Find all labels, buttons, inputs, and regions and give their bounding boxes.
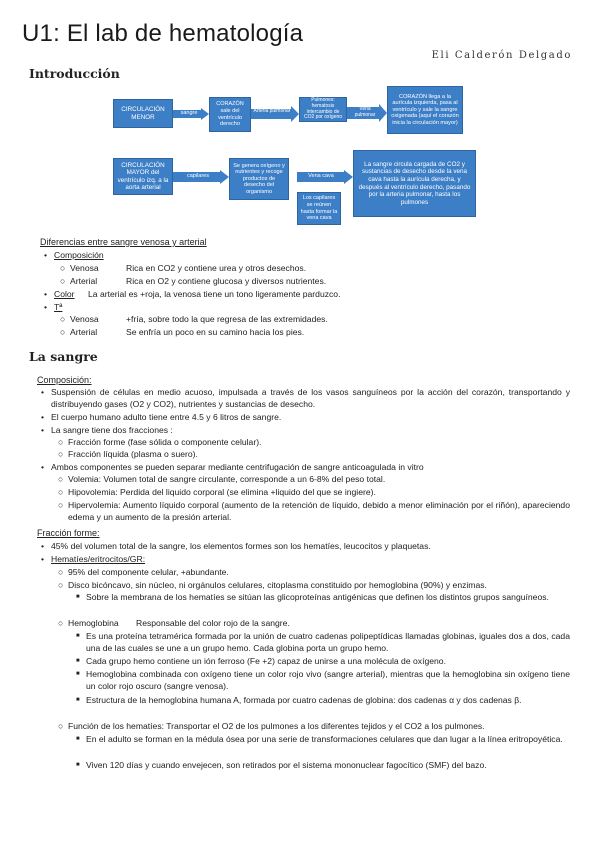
hemoglobina-label: Hemoglobina [68,618,119,628]
fraccion-forme-heading: Fracción forme: [37,528,100,538]
flow2-label-vena-cava: Vena cava [308,173,334,179]
arterial-temp-label: Arterial [70,327,98,337]
flow1-box-pulmones: Pulmones: hematosis intercambio de CO2 por oxígeno [299,97,347,122]
flow1-label-vena-pulmonar: Vena pulmonar [354,106,376,118]
flow2-box-capilares-reunen: Los capilares se reúnen hasta formar la vena cava [297,192,341,225]
list-item: Cada grupo hemo contiene un ión ferroso (Fe +2) capaz de unirse a una molécula de oxígeno. [86,656,446,666]
paragraph-hemoglobina-oxigeno: Hemoglobina combinada con oxígeno tiene un color rojo vivo (sangre arterial), mientras que la hemoglobina sin oxígeno tiene un color rojo oscuro (sangre venosa). [86,669,570,691]
composicion-heading: Composición: [37,375,92,385]
list-item: Viven 120 días y cuando envejecen, son retirados por el sistema mononuclear fagocítico (SMF) del bazo. [86,760,487,770]
flow2-box-oxigeno-nutrientes: Se genera oxígeno y nutrientes y recoge productos de desecho del organismo [229,158,289,200]
paragraph-hipervolemia: Hipervolemia: Aumento líquido corporal (aumento de la retención de líquido, debido a menor eliminación por el riñón), apareciendo edema y un aumento de la presión arterial. [68,500,570,522]
list-item: ○ Disco bicóncavo, sin núcleo, ni orgánulos celulares, citoplasma constituido por hemoglobina (90%) y enzimas. [58,580,487,590]
venosa-temperatura: +fría, sobre todo la que regresa de las extremidades. [126,314,328,324]
color-label: Color [54,289,75,299]
paragraph-proteina-tetramerica: Es una proteína tetramérica formada por la unión de cuatro cadenas polipeptídicas llamadas globinas, iguales dos a dos, cada una de las cuales se une a un grupo hemo. Cada globina porta un grupo hemo. [86,631,570,653]
list-item: ○ Venosa +fría, sobre todo la que regresa de las extremidades. [60,314,328,324]
arterial-label: Arterial [70,276,98,286]
venosa-temp-label: Venosa [70,314,99,324]
list-item: • El cuerpo humano adulto tiene entre 4.5 y 6 litros de sangre. [41,412,282,422]
list-item: ○ Arterial Se enfría un poco en su camino hacia los pies. [60,327,305,337]
list-item: ○ Fracción forme (fase sólida o componente celular). [58,437,262,447]
flow2-label-capilares: capilares [186,173,209,179]
list-item: ○ Hipovolemia: Perdida del liquido corporal (se elimina +liquido del que se ingiere). [58,487,376,497]
venosa-label: Venosa [70,263,99,273]
flow1-label-arteria: Arteria pulmonar [253,108,291,114]
paragraph-suspension: Suspensión de células en medio acuoso, impulsada a través de los vasos sanguíneos por la acción del corazón, transportando y distribuyendo gases (O2 y CO2), nutrientes y sustancias de desecho. [51,387,570,409]
paragraph-glicoproteinas: Sobre la membrana de los hematíes se sitúan las glicoproteínas antigénicas que definen los distintos grupos sanguíneos. [86,592,549,602]
flow2-box-sangre-circula: La sangre circula cargada de CO2 y sustancias de desecho desde la vena cava hasta la aurícula derecha, y después al ventrículo derecho, pasando por la arteria pulmonar, hasta los pulmones [353,150,476,217]
flow1-box-corazon-sale: CORAZÓN sale del ventrículo derecho [209,97,251,132]
list-item: ○ Venosa Rica en CO2 y contiene urea y otros desechos. [60,263,307,273]
arterial-composicion: Rica en O2 y contiene glucosa y diversos nutrientes. [126,276,327,286]
list-item: ○ Volemia: Volumen total de sangre circulante, corresponde a un 6-8% del peso total. [58,474,386,484]
arterial-temperatura: Se enfría un poco en su camino hacia los pies. [126,327,305,337]
venosa-composicion: Rica en CO2 y contiene urea y otros desechos. [126,263,307,273]
paragraph-estructura-hemoglobina: Estructura de la hemoglobina humana A, formada por cuatro cadenas de globina: dos cadenas α y dos cadenas β. [86,695,522,705]
flow1-box-corazon-llega: CORAZÓN llega a la aurícula izquierda, pasa al ventrículo y sale la sangre oxigenada (aquí el corazón inicia la circulación mayor) [387,86,463,134]
author-name: Eli Calderón Delgado [431,50,572,61]
diferencias-heading: Diferencias entre sangre venosa y arterial [40,237,207,247]
list-item: • 45% del volumen total de la sangre, los elementos formes son los hematíes, leucocitos y plaquetas. [41,541,431,551]
paragraph-medula-osea: En el adulto se forman en la médula ósea por una serie de transformaciones celulares que dan lugar a la línea eritropoyética. [86,734,563,744]
list-item: ○ Arterial Rica en O2 y contiene glucosa y diversos nutrientes. [60,276,327,286]
composicion-label: Composición [54,250,104,260]
list-item: ○ 95% del componente celular, +abundante. [58,567,229,577]
list-item: • Color La arterial es +roja, la venosa tiene un tono ligeramente parduzco. [44,289,341,299]
list-item: • Composición [44,250,104,260]
list-item: ○ Función de los hematíes: Transportar el O2 de los pulmones a los diferentes tejidos y el CO2 a los pulmones. [58,721,485,731]
list-item: • Hematíes/eritrocitos/GR: [41,554,146,564]
flow1-label-sangre: sangre [180,110,198,116]
flow2-box-circulacion-mayor: CIRCULACIÓN MAYOR del ventrículo izq. a la aorta arterial [113,158,173,195]
list-item: • Ambos componentes se pueden separar mediante centrifugación de sangre anticoagulada in vitro [41,462,424,472]
list-item: • Tª [44,302,63,312]
flow1-box-circulacion-menor: CIRCULACIÓN MENOR [113,99,173,128]
intro-heading: Introducción [29,66,120,81]
list-item: ○ Fracción líquida (plasma o suero). [58,449,198,459]
page-title: U1: El lab de hematología [22,20,304,47]
list-item: ○ Hemoglobina Responsable del color rojo de la sangre. [58,618,290,628]
color-text: La arterial es +roja, la venosa tiene un tono ligeramente parduzco. [88,289,341,299]
sangre-heading: La sangre [29,349,98,364]
list-item: • La sangre tiene dos fracciones : [41,425,173,435]
temperatura-label: Tª [54,302,63,312]
